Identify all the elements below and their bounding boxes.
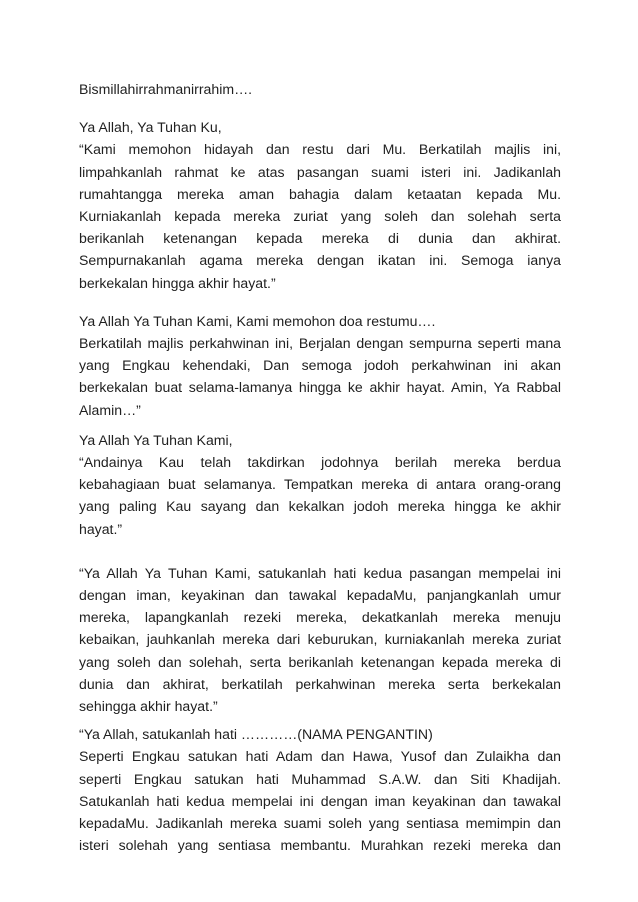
text-line: rumahtangga mereka aman bahagia dalam ketaatan kepada Mu. [79,185,561,202]
text-line: dunia dan akhirat, berkatilah perkahwinan mereka serta berkekalan [79,675,561,692]
text-line: mereka, lapangkanlah rezeki mereka, dekatkanlah mereka menuju [79,609,561,626]
text-line: Ya Allah, Ya Tuhan Ku, [79,119,222,136]
text-line: Ya Allah Ya Tuhan Kami, [79,431,233,448]
text-line: yang paling Kau sayang dan kekalkan jodoh mereka hingga ke akhir [79,498,561,515]
paragraph-3 [79,429,561,540]
document-page [79,78,561,857]
text-line: berkekalan buat selama-lamanya hingga ke akhir hayat. Amin, Ya Rabbal [79,379,561,396]
paragraph-1 [79,116,561,294]
paragraph-2 [79,310,561,421]
text-line: kepadaMu. Jadikanlah mereka suami soleh yang sentiasa memimpin dan [79,815,561,832]
text-line: limpahkanlah rahmat ke atas pasangan suami isteri ini. Jadikanlah [79,163,561,180]
text-line: dengan iman, keyakinan dan tawakal kepadaMu, panjangkanlah umur [79,587,561,604]
paragraph-5 [79,723,561,856]
paragraph-4 [79,562,561,717]
text-line: “Ya Allah Ya Tuhan Kami, satukanlah hati kedua pasangan mempelai ini [79,564,561,581]
text-line: sehingga akhir hayat.” [79,698,218,715]
text-line: hayat.” [79,520,123,537]
text-line: yang Engkau kehendaki, Dan semoga jodoh perkahwinan ini akan [79,357,561,374]
text-line: isteri solehah yang sentiasa membantu. Murahkan rezeki mereka dan [79,837,561,854]
text-line: kebahagiaan buat selamanya. Tempatkan mereka di antara orang-orang [79,476,561,493]
text-line: Alamin…” [79,401,141,418]
text-line: “Ya Allah, satukanlah hati …………(NAMA PENGANTIN) [79,726,433,743]
text-line: yang soleh dan solehah, serta berikanlah ketenangan kepada mereka di [79,653,561,670]
text-line: Ya Allah Ya Tuhan Kami, Kami memohon doa restumu…. [79,312,436,329]
text-line: Sempurnakanlah agama mereka dengan ikatan ini. Semoga ianya [79,252,561,269]
text-line: kebaikan, jauhkanlah mereka dari keburukan, kurniakanlah mereka zuriat [79,631,561,648]
text-line: Satukanlah hati kedua mempelai ini dengan iman keyakinan dan tawakal [79,792,561,809]
text-line: “Kami memohon hidayah dan restu dari Mu. Berkatilah majlis ini, [79,141,561,158]
text-line: Berkatilah majlis perkahwinan ini, Berjalan dengan sempurna seperti mana [79,335,561,352]
text-line: Kurniakanlah kepada mereka zuriat yang soleh dan solehah serta [79,208,561,225]
text-line: berikanlah ketenangan kepada mereka di dunia dan akhirat. [79,230,561,247]
text-line: “Andainya Kau telah takdirkan jodohnya berilah mereka berdua [79,454,561,471]
text-line: seperti Engkau satukan hati Muhammad S.A.W. dan Siti Khadijah. [79,770,561,787]
text-line: Seperti Engkau satukan hati Adam dan Hawa, Yusof dan Zulaikha dan [79,748,561,765]
bismillah-line: Bismillahirrahmanirrahim…. [79,81,253,97]
text-line: berkekalan hingga akhir hayat.” [79,274,276,291]
